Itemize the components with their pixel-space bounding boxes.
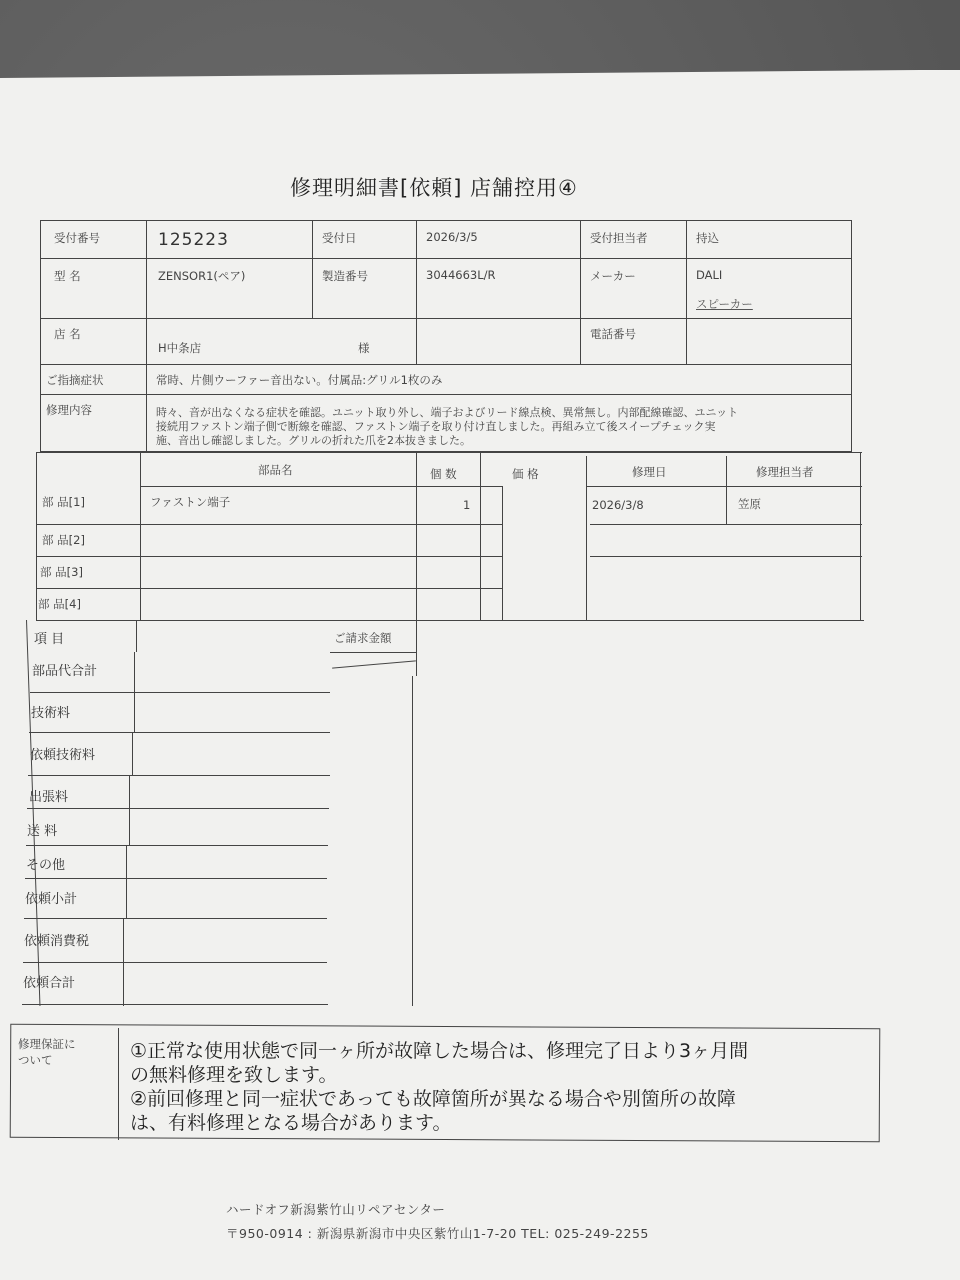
warranty-label-2: ついて: [18, 1053, 53, 1067]
parts-col-repair-date: 修理日: [632, 465, 667, 479]
warranty-line-3: ②前回修理と同一症状であっても故障箇所が異なる場合や別箇所の故障: [130, 1088, 736, 1110]
parts-repair-date-value: 2026/3/8: [592, 498, 644, 512]
reception-staff-label: 受付担当者: [590, 231, 648, 245]
maker-value: DALI: [696, 268, 723, 282]
document-title: 修理明細書[依頼] 店舗控用④: [290, 176, 578, 200]
symptom-label: ご指摘症状: [46, 373, 104, 387]
parts-col-qty: 個 数: [430, 467, 457, 481]
parts-row-2-label: 部 品[2]: [42, 533, 85, 547]
billing-row-9: 依頼合計: [23, 976, 76, 991]
billing-row-6: その他: [26, 858, 66, 873]
warranty-line-4: は、有料修理となる場合があります。: [130, 1112, 452, 1134]
repair-line-2: 接続用ファストン端子側で断線を確認、ファストン端子を取り付け直しました。再組み立て後スイープチェック実: [156, 420, 716, 433]
maker-label: メーカー: [590, 269, 636, 283]
model-value: ZENSOR1(ペア): [158, 269, 246, 283]
parts-col-price: 価 格: [512, 467, 539, 481]
serial-label: 製造番号: [322, 269, 368, 283]
billing-row-2: 技術料: [31, 706, 71, 721]
billing-row-8: 依頼消費税: [24, 934, 90, 949]
repair-label: 修理内容: [46, 403, 92, 417]
reception-no-value: 125223: [158, 230, 229, 250]
store-suffix: 様: [358, 341, 370, 355]
reception-date-value: 2026/3/5: [426, 230, 478, 244]
serial-value: 3044663L/R: [426, 268, 496, 282]
billing-row-7: 依頼小計: [25, 892, 78, 907]
footer-company: ハードオフ新潟紫竹山リペアセンター: [226, 1202, 446, 1217]
reception-date-label: 受付日: [322, 231, 357, 245]
parts-col-name: 部品名: [258, 463, 293, 477]
symptom-value: 常時、片側ウーファー音出ない。付属品:グリル1枚のみ: [156, 373, 443, 387]
phone-label: 電話番号: [590, 327, 636, 341]
reception-no-label: 受付番号: [54, 231, 100, 245]
billing-row-1: 部品代合計: [32, 664, 98, 679]
parts-row-4-label: 部 品[4]: [38, 597, 81, 611]
model-label: 型 名: [54, 269, 81, 283]
store-label: 店 名: [54, 327, 81, 341]
repair-line-1: 時々、音が出なくなる症状を確認。ユニット取り外し、端子およびリード線点検、異常無し。内部配線確認、ユニット: [156, 406, 739, 419]
warranty-label-1: 修理保証に: [18, 1037, 76, 1051]
billing-row-4: 出張料: [29, 790, 69, 805]
warranty-line-1: ①正常な使用状態で同一ヶ所が故障した場合は、修理完了日より3ヶ月間: [130, 1040, 749, 1062]
billing-row-5: 送 料: [27, 824, 58, 839]
parts-row-1-qty: 1: [463, 498, 471, 512]
parts-col-repair-staff: 修理担当者: [756, 465, 814, 479]
warranty-line-2: の無料修理を致します。: [130, 1064, 338, 1086]
billing-amount-label: ご請求金額: [334, 631, 392, 645]
reception-staff-value: 持込: [696, 231, 719, 245]
parts-row-1-name: ファストン端子: [150, 495, 231, 509]
maker-category-value: スピーカー: [696, 297, 753, 311]
billing-item-label: 項 目: [34, 632, 65, 647]
parts-repair-staff-value: 笠原: [738, 497, 761, 511]
billing-row-3: 依頼技術料: [30, 748, 96, 763]
parts-row-1-label: 部 品[1]: [42, 495, 85, 509]
store-value: H中条店: [158, 341, 202, 355]
repair-line-3: 施、音出し確認しました。グリルの折れた爪を2本抜きました。: [156, 434, 471, 447]
footer-address: 〒950-0914 : 新潟県新潟市中央区紫竹山1-7-20 TEL: 025-249-2255: [226, 1226, 649, 1241]
parts-row-3-label: 部 品[3]: [40, 565, 83, 579]
